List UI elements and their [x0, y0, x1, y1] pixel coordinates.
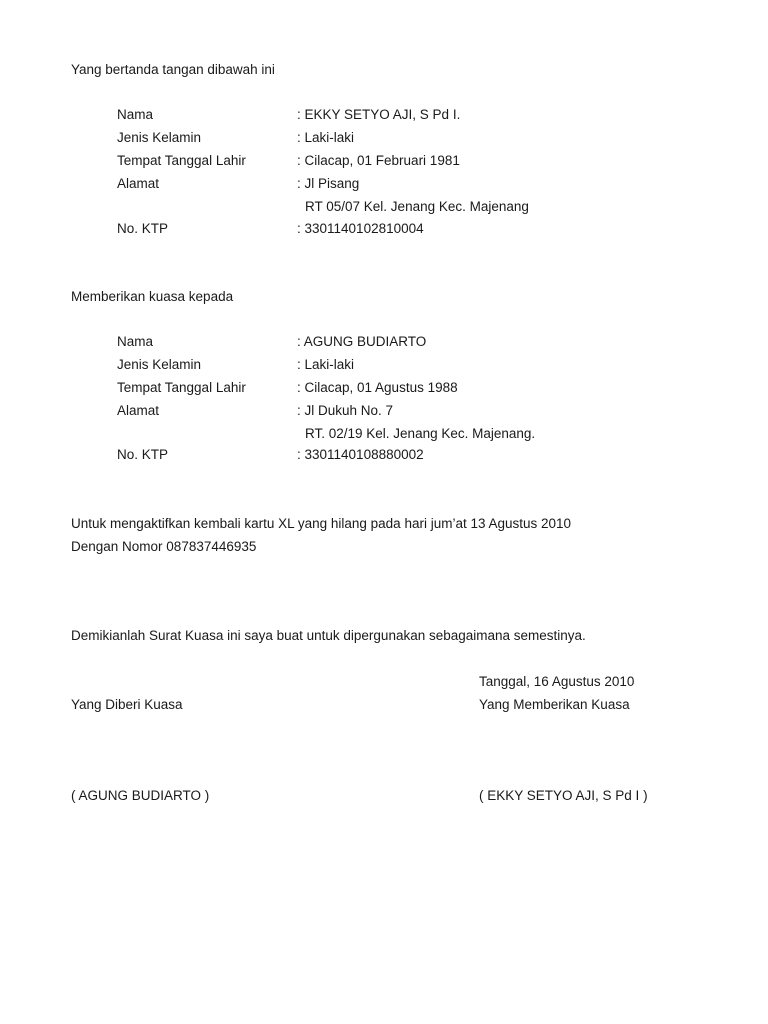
- receiver-signature-title: Yang Diberi Kuasa: [71, 697, 183, 712]
- receiver-label-nama: Nama: [117, 334, 154, 349]
- closing-statement: Demikianlah Surat Kuasa ini saya buat untuk dipergunakan sebagaimana semestinya.: [71, 628, 586, 643]
- receiver-value-ktp: : 3301140108880002: [297, 447, 424, 462]
- giver-value-nama: : EKKY SETYO AJI, S Pd I.: [297, 107, 461, 122]
- receiver-value-address: : Jl Dukuh No. 7: [297, 403, 394, 418]
- giver-signature-title: Yang Memberikan Kuasa: [479, 697, 630, 712]
- giver-label-address: Alamat: [117, 176, 160, 191]
- receiver-label-birth: Tempat Tanggal Lahir: [117, 380, 246, 395]
- receiver-signature-name: ( AGUNG BUDIARTO ): [71, 788, 210, 803]
- receiver-label-gender: Jenis Kelamin: [117, 357, 202, 372]
- receiver-value-birth: : Cilacap, 01 Agustus 1988: [297, 380, 458, 395]
- giver-label-ktp: No. KTP: [117, 221, 169, 236]
- receiver-value-nama: : AGUNG BUDIARTO: [297, 334, 427, 349]
- giver-value-birth: : Cilacap, 01 Februari 1981: [297, 153, 460, 168]
- signature-date: Tanggal, 16 Agustus 2010: [479, 674, 635, 689]
- receiver-value-address-cont: RT. 02/19 Kel. Jenang Kec. Majenang.: [305, 426, 536, 441]
- purpose-line-2: Dengan Nomor 087837446935: [71, 539, 257, 554]
- receiver-label-address: Alamat: [117, 403, 160, 418]
- purpose-line-1: Untuk mengaktifkan kembali kartu XL yang hilang pada hari jum’at 13 Agustus 2010: [71, 516, 572, 531]
- giver-label-nama: Nama: [117, 107, 154, 122]
- giver-value-address: : Jl Pisang: [297, 176, 360, 191]
- giver-value-address-cont: RT 05/07 Kel. Jenang Kec. Majenang: [305, 199, 529, 214]
- receiver-label-ktp: No. KTP: [117, 447, 169, 462]
- giver-value-gender: : Laki-laki: [297, 130, 355, 145]
- intro-text: Yang bertanda tangan dibawah ini: [71, 62, 275, 77]
- giver-label-birth: Tempat Tanggal Lahir: [117, 153, 246, 168]
- giver-value-ktp: : 3301140102810004: [297, 221, 424, 236]
- receiver-value-gender: : Laki-laki: [297, 357, 355, 372]
- giver-label-gender: Jenis Kelamin: [117, 130, 202, 145]
- giver-signature-name: ( EKKY SETYO AJI, S Pd I ): [479, 788, 648, 803]
- transfer-heading: Memberikan kuasa kepada: [71, 289, 234, 304]
